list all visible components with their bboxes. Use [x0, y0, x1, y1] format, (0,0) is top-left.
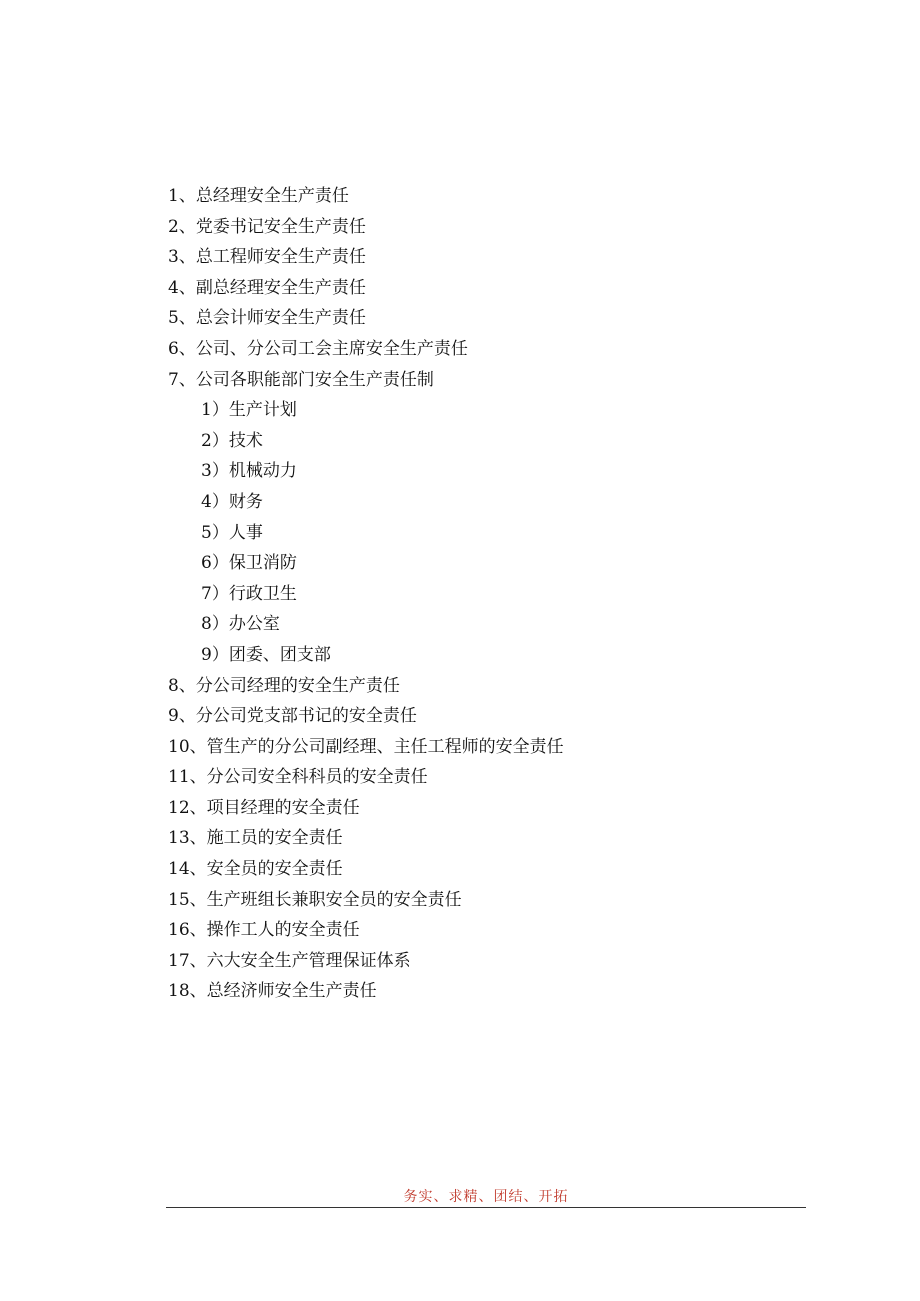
toc-subitem-7-6: 6）保卫消防	[201, 553, 297, 574]
toc-item-4: 4、副总经理安全生产责任	[168, 277, 366, 298]
toc-item-6: 6、公司、分公司工会主席安全生产责任	[168, 338, 468, 359]
toc-subitem-7-5: 5）人事	[201, 522, 263, 543]
toc-item-10: 10、管生产的分公司副经理、主任工程师的安全责任	[168, 736, 564, 757]
footer-motto: 务实、求精、团结、开拓	[403, 1189, 569, 1205]
toc-subitem-7-7: 7）行政卫生	[201, 583, 297, 604]
toc-item-11: 11、分公司安全科科员的安全责任	[168, 767, 428, 788]
toc-subitem-7-4: 4）财务	[201, 491, 263, 512]
toc-subitem-7-8: 8）办公室	[201, 614, 280, 635]
table-of-contents	[168, 181, 564, 1007]
toc-item-15: 15、生产班组长兼职安全员的安全责任	[168, 889, 462, 910]
toc-item-2: 2、党委书记安全生产责任	[168, 216, 366, 237]
toc-item-17: 17、六大安全生产管理保证体系	[168, 950, 411, 971]
toc-subitem-7-3: 3）机械动力	[201, 461, 297, 482]
footer-divider	[166, 1207, 806, 1208]
toc-item-9: 9、分公司党支部书记的安全责任	[168, 706, 417, 727]
toc-item-12: 12、项目经理的安全责任	[168, 797, 360, 818]
toc-item-3: 3、总工程师安全生产责任	[168, 247, 366, 268]
toc-item-16: 16、操作工人的安全责任	[168, 920, 360, 941]
toc-item-1: 1、总经理安全生产责任	[168, 186, 349, 206]
toc-item-13: 13、施工员的安全责任	[168, 828, 343, 849]
toc-subitem-7-1: 1）生产计划	[201, 400, 297, 421]
toc-item-18: 18、总经济师安全生产责任	[168, 981, 377, 1002]
toc-item-14: 14、安全员的安全责任	[168, 859, 343, 880]
toc-item-5: 5、总会计师安全生产责任	[168, 308, 366, 329]
toc-item-8: 8、分公司经理的安全生产责任	[168, 675, 400, 696]
toc-item-7: 7、公司各职能部门安全生产责任制	[168, 369, 434, 390]
toc-subitem-7-2: 2）技术	[201, 430, 263, 451]
toc-subitem-7-9: 9）团委、团支部	[201, 644, 331, 665]
